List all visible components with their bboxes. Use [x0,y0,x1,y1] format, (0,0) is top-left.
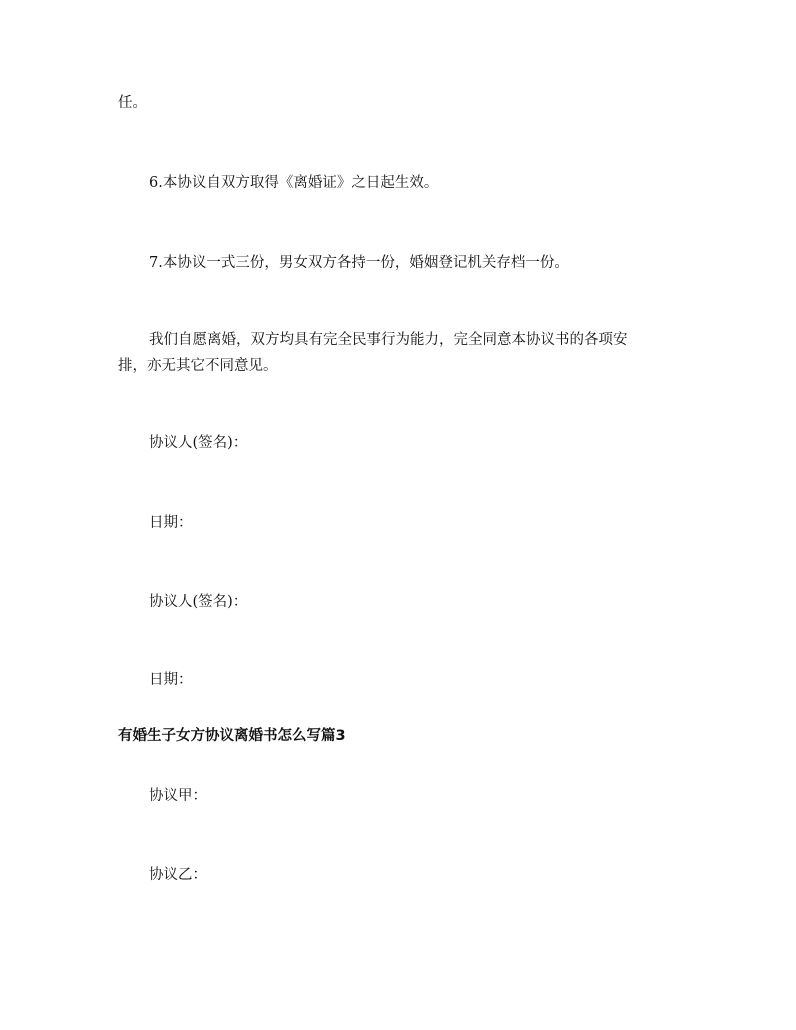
section-heading: 有婚生子女方协议离婚书怎么写篇3 [118,728,346,744]
declaration-line-2: 排，亦无其它不同意见。 [118,358,278,374]
continuation-text: 任。 [118,95,147,111]
signer-2-label: 协议人(签名)： [149,594,248,610]
clause-7: 7.本协议一式三份，男女双方各持一份，婚姻登记机关存档一份。 [149,255,569,271]
party-a-label: 协议甲： [149,788,207,804]
signer-1-label: 协议人(签名)： [149,435,248,451]
clause-6: 6.本协议自双方取得《离婚证》之日起生效。 [149,175,439,191]
party-b-label: 协议乙： [149,867,207,883]
date-1-label: 日期： [149,515,193,531]
date-2-label: 日期： [149,672,193,688]
declaration-line-1: 我们自愿离婚，双方均具有完全民事行为能力，完全同意本协议书的各项安 [149,332,628,348]
